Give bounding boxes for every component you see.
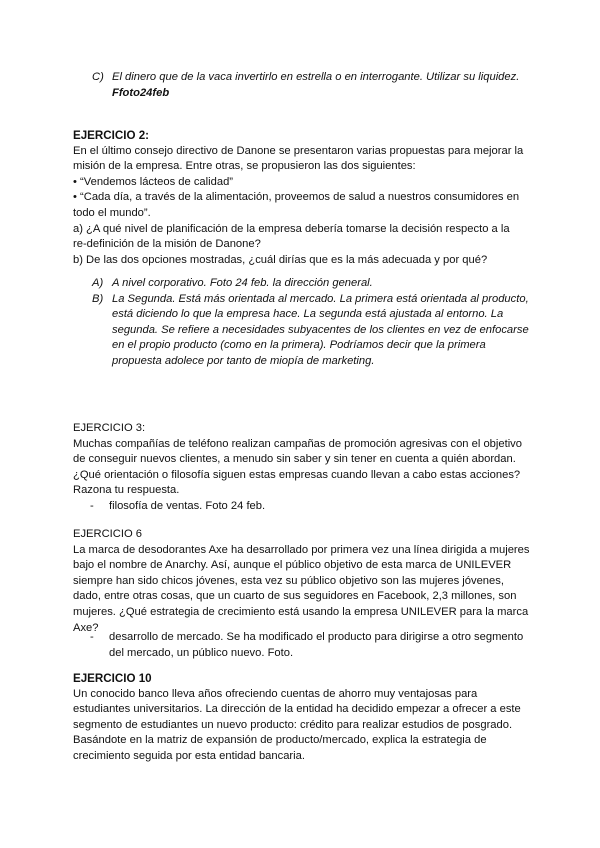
exercise-10-heading: EJERCICIO 10: [73, 672, 152, 685]
exercise-2-line: re-definición de la misión de Danone?: [73, 238, 261, 251]
dash-marker: -: [90, 631, 94, 643]
exercise-6-heading: EJERCICIO 6: [73, 528, 143, 540]
answer-line: propuesta adolece por tanto de miopía de marketing.: [112, 354, 375, 367]
exercise-6-line: La marca de desodorantes Axe ha desarrollado por primera vez una línea dirigida a mujeres: [73, 543, 530, 556]
exercise-6-line: siempre han sido chicos jóvenes, esta vez su público objetivo son las mujeres jóvenes,: [73, 574, 504, 587]
exercise-3-answer: [90, 499, 265, 515]
list-marker: C): [92, 71, 104, 83]
answer-item-a: [92, 276, 552, 292]
exercise-2: [73, 128, 533, 268]
exercise-2-line: todo el mundo”.: [73, 206, 151, 219]
exercise-10-line: segmento de estudiantes un nuevo producto: crédito para realizar estudios de posgrado.: [73, 718, 513, 731]
top-list-item-c: [92, 70, 552, 101]
answer-line: segunda. Se refiere a necesidades subyacentes de los clientes en vez de enfocarse: [112, 323, 529, 336]
exercise-6-line: Axe?: [73, 621, 99, 634]
exercise-6-line: bajo el nombre de Anarchy. Así, aunque el público objetivo de esta marca de UNILEVER: [73, 559, 512, 572]
exercise-3-line: ¿Qué orientación o filosofía siguen estas empresas cuando llevan a cabo estas acciones?: [73, 468, 521, 481]
exercise-10-line: estudiantes universitarios. La dirección de la entidad ha decidido empezar a ofrecer a este: [73, 703, 521, 716]
exercise-2-heading: EJERCICIO 2:: [73, 129, 150, 142]
exercise-2-line: b) De las dos opciones mostradas, ¿cuál dirías que es la más adecuada y por qué?: [73, 253, 488, 266]
exercise-3-line: Muchas compañías de teléfono realizan campañas de promoción agresivas con el objetivo: [73, 437, 523, 450]
list-marker: A): [92, 277, 104, 289]
top-item-photo-note: Ffoto24feb: [112, 86, 170, 99]
exercise-3-heading: EJERCICIO 3:: [73, 422, 146, 434]
exercise-10-line: crecimiento seguida por esta entidad bancaria.: [73, 749, 305, 762]
exercise-2-line: misión de la empresa. Entre otras, se propusieron las dos siguientes:: [73, 160, 416, 173]
answer-line: La Segunda. Está más orientada al mercado. La primera está orientada al producto,: [112, 292, 529, 305]
exercise-2-line: • “Cada día, a través de la alimentación, proveemos de salud a nuestros consumidores en: [73, 191, 520, 204]
exercise-6-line: dado, entre otras cosas, que un cuarto de sus seguidores en Facebook, 2,3 millones, son: [73, 590, 517, 603]
answer-line: filosofía de ventas. Foto 24 feb.: [109, 500, 266, 512]
exercise-3-line: Razona tu respuesta.: [73, 484, 180, 497]
exercise-3-line: de conseguir nuevos clientes, a menudo sin saber y sin tener en cuenta a quién abordan.: [73, 453, 516, 466]
exercise-2-line: a) ¿A qué nivel de planificación de la empresa debería tomarse la decisión respecto a la: [73, 222, 510, 235]
exercise-10: [73, 671, 533, 765]
exercise-2-line: • “Vendemos lácteos de calidad”: [73, 175, 234, 188]
exercise-6-answer: [90, 630, 523, 661]
answer-line: está diciendo lo que la empresa hace. La segunda está ajustada al entorno. La: [112, 308, 504, 321]
exercise-6-line: mujeres. ¿Qué estrategia de crecimiento está usando la empresa UNILEVER para la marca: [73, 605, 529, 618]
exercise-2-line: En el último consejo directivo de Danone se presentaron varias propuestas para mejorar la: [73, 144, 524, 157]
exercise-6: [73, 527, 533, 636]
exercise-3: [73, 421, 533, 499]
exercise-10-line: Un conocido banco lleva años ofreciendo cuentas de ahorro muy ventajosas para: [73, 687, 478, 700]
exercise-2-answers: [92, 276, 552, 370]
list-marker: B): [92, 292, 104, 305]
answer-item-b: [92, 292, 552, 370]
dash-marker: -: [90, 500, 94, 512]
answer-line: del mercado, un público nuevo. Foto.: [109, 646, 294, 659]
top-item-line: El dinero que de la vaca invertirlo en estrella o en interrogante. Utilizar su liquidez.: [112, 71, 520, 83]
answer-line: A nivel corporativo. Foto 24 feb. la dirección general.: [112, 277, 373, 289]
answer-line: en el propio producto (como en la primera). Podríamos decir que la primera: [112, 339, 486, 352]
answer-line: desarrollo de mercado. Se ha modificado el producto para dirigirse a otro segmento: [109, 631, 524, 643]
exercise-10-line: Basándote en la matriz de expansión de producto/mercado, explica la estrategia de: [73, 734, 487, 747]
